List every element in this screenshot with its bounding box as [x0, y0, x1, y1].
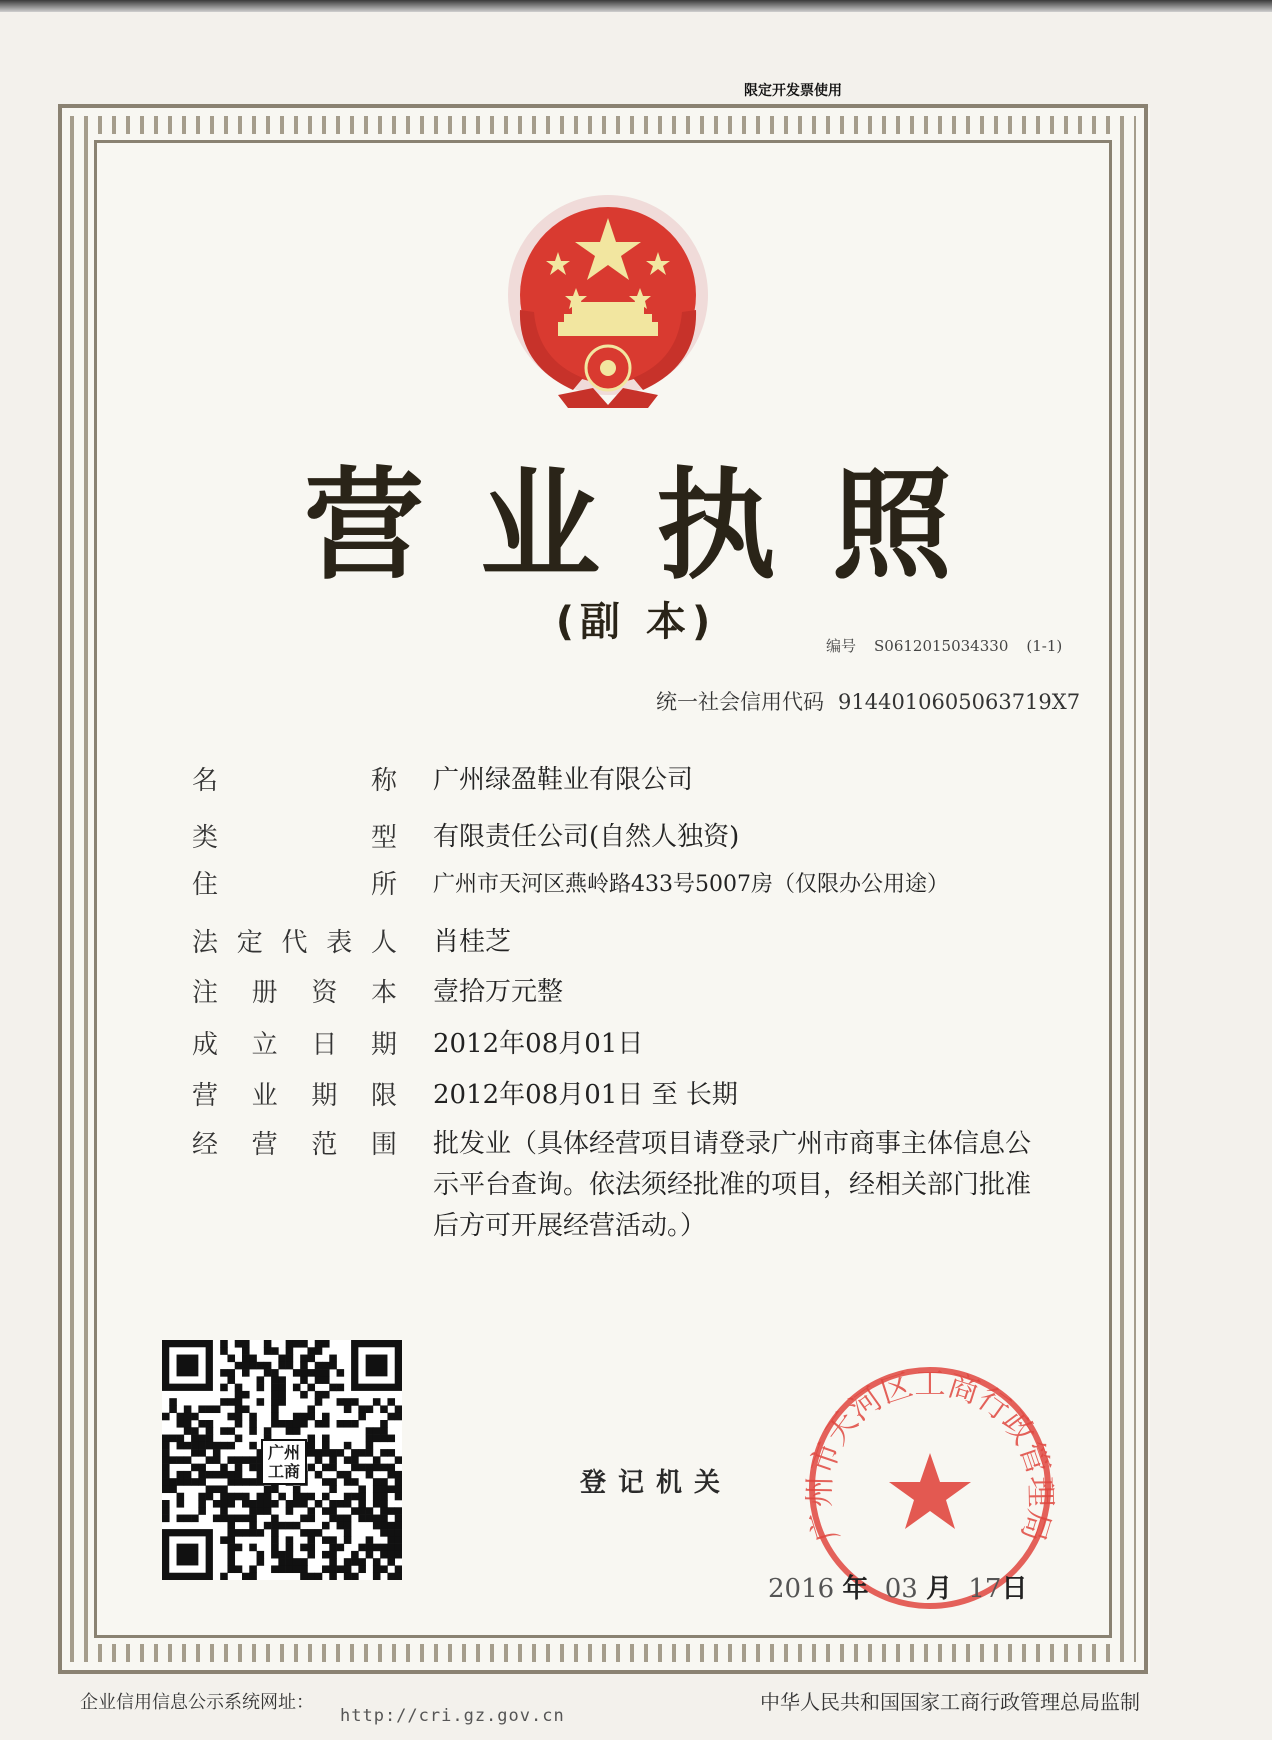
document-number: [826, 635, 1080, 656]
field-label: 名 称: [192, 766, 397, 796]
field-value: 肖桂芝: [433, 927, 512, 957]
qr-code[interactable]: [162, 1340, 402, 1580]
issue-month-unit: 月: [926, 1574, 953, 1604]
field-value: 广州市天河区燕岭路433号5007房（仅限办公用途）: [433, 872, 949, 897]
field-label: 类 型: [192, 823, 397, 853]
credit-code: [656, 686, 1080, 716]
document-copy-index: (1-1): [1026, 637, 1063, 655]
credit-code-value: 9144010605063719X7: [838, 690, 1081, 714]
footer-website-link[interactable]: http://cri.gz.gov.cn: [340, 1706, 565, 1726]
field-business-scope: [192, 1124, 1033, 1247]
issue-date: [768, 1568, 1027, 1605]
qr-center-label: 广州工商: [261, 1439, 307, 1485]
footer-website-label: 企业信用信息公示系统网址：: [80, 1692, 314, 1713]
field-business-term: [192, 1075, 1073, 1116]
issue-year-unit: 年: [842, 1574, 869, 1604]
seal-text: 广州市天河区工商行政管理局: [801, 1365, 1059, 1546]
field-value: 批发业（具体经营项目请登录广州市商事主体信息公示平台查询。依法须经批准的项目，经相关部门批准后方可开展经营活动。）: [433, 1129, 1032, 1241]
registration-authority-label: 登记机关: [580, 1468, 733, 1498]
field-legal-representative: [192, 922, 1073, 963]
field-label: 经 营 范 围: [192, 1130, 397, 1160]
national-emblem-icon: [498, 190, 718, 415]
copy-subtitle: (副 本): [555, 599, 717, 645]
credit-code-label: 统一社会信用代码: [656, 690, 824, 714]
field-label: 成 立 日 期: [192, 1030, 397, 1060]
field-established-date: [192, 1024, 1073, 1065]
field-value: 2012年08月01日: [433, 1029, 644, 1059]
field-label: 住 所: [192, 870, 397, 900]
field-type: [192, 817, 1073, 858]
scan-top-edge: [0, 0, 1272, 12]
field-label: 营 业 期 限: [192, 1081, 397, 1111]
field-value: 2012年08月01日 至 长期: [433, 1080, 738, 1110]
field-value: 有限责任公司(自然人独资): [433, 822, 740, 852]
field-value: 壹拾万元整: [433, 977, 564, 1007]
document-number-label: 编号: [826, 637, 857, 655]
field-address: [192, 864, 1073, 905]
field-registered-capital: [192, 972, 1073, 1013]
footer-issuer: 中华人民共和国国家工商行政管理总局监制: [760, 1690, 1140, 1714]
license-title: 营业执照: [304, 455, 1008, 596]
field-name: [192, 760, 1073, 801]
issue-month: 03: [884, 1574, 918, 1604]
field-label: 法 定 代 表 人: [192, 928, 397, 958]
issue-day: 17: [968, 1574, 1002, 1604]
issue-year: 2016: [768, 1574, 835, 1604]
document-number-value: S0612015034330: [874, 637, 1009, 655]
field-value: 广州绿盈鞋业有限公司: [433, 765, 694, 795]
field-label: 注 册 资 本: [192, 978, 397, 1008]
watermark-text: 限定开发票使用: [744, 83, 842, 99]
issue-day-unit: 日: [1001, 1574, 1028, 1604]
